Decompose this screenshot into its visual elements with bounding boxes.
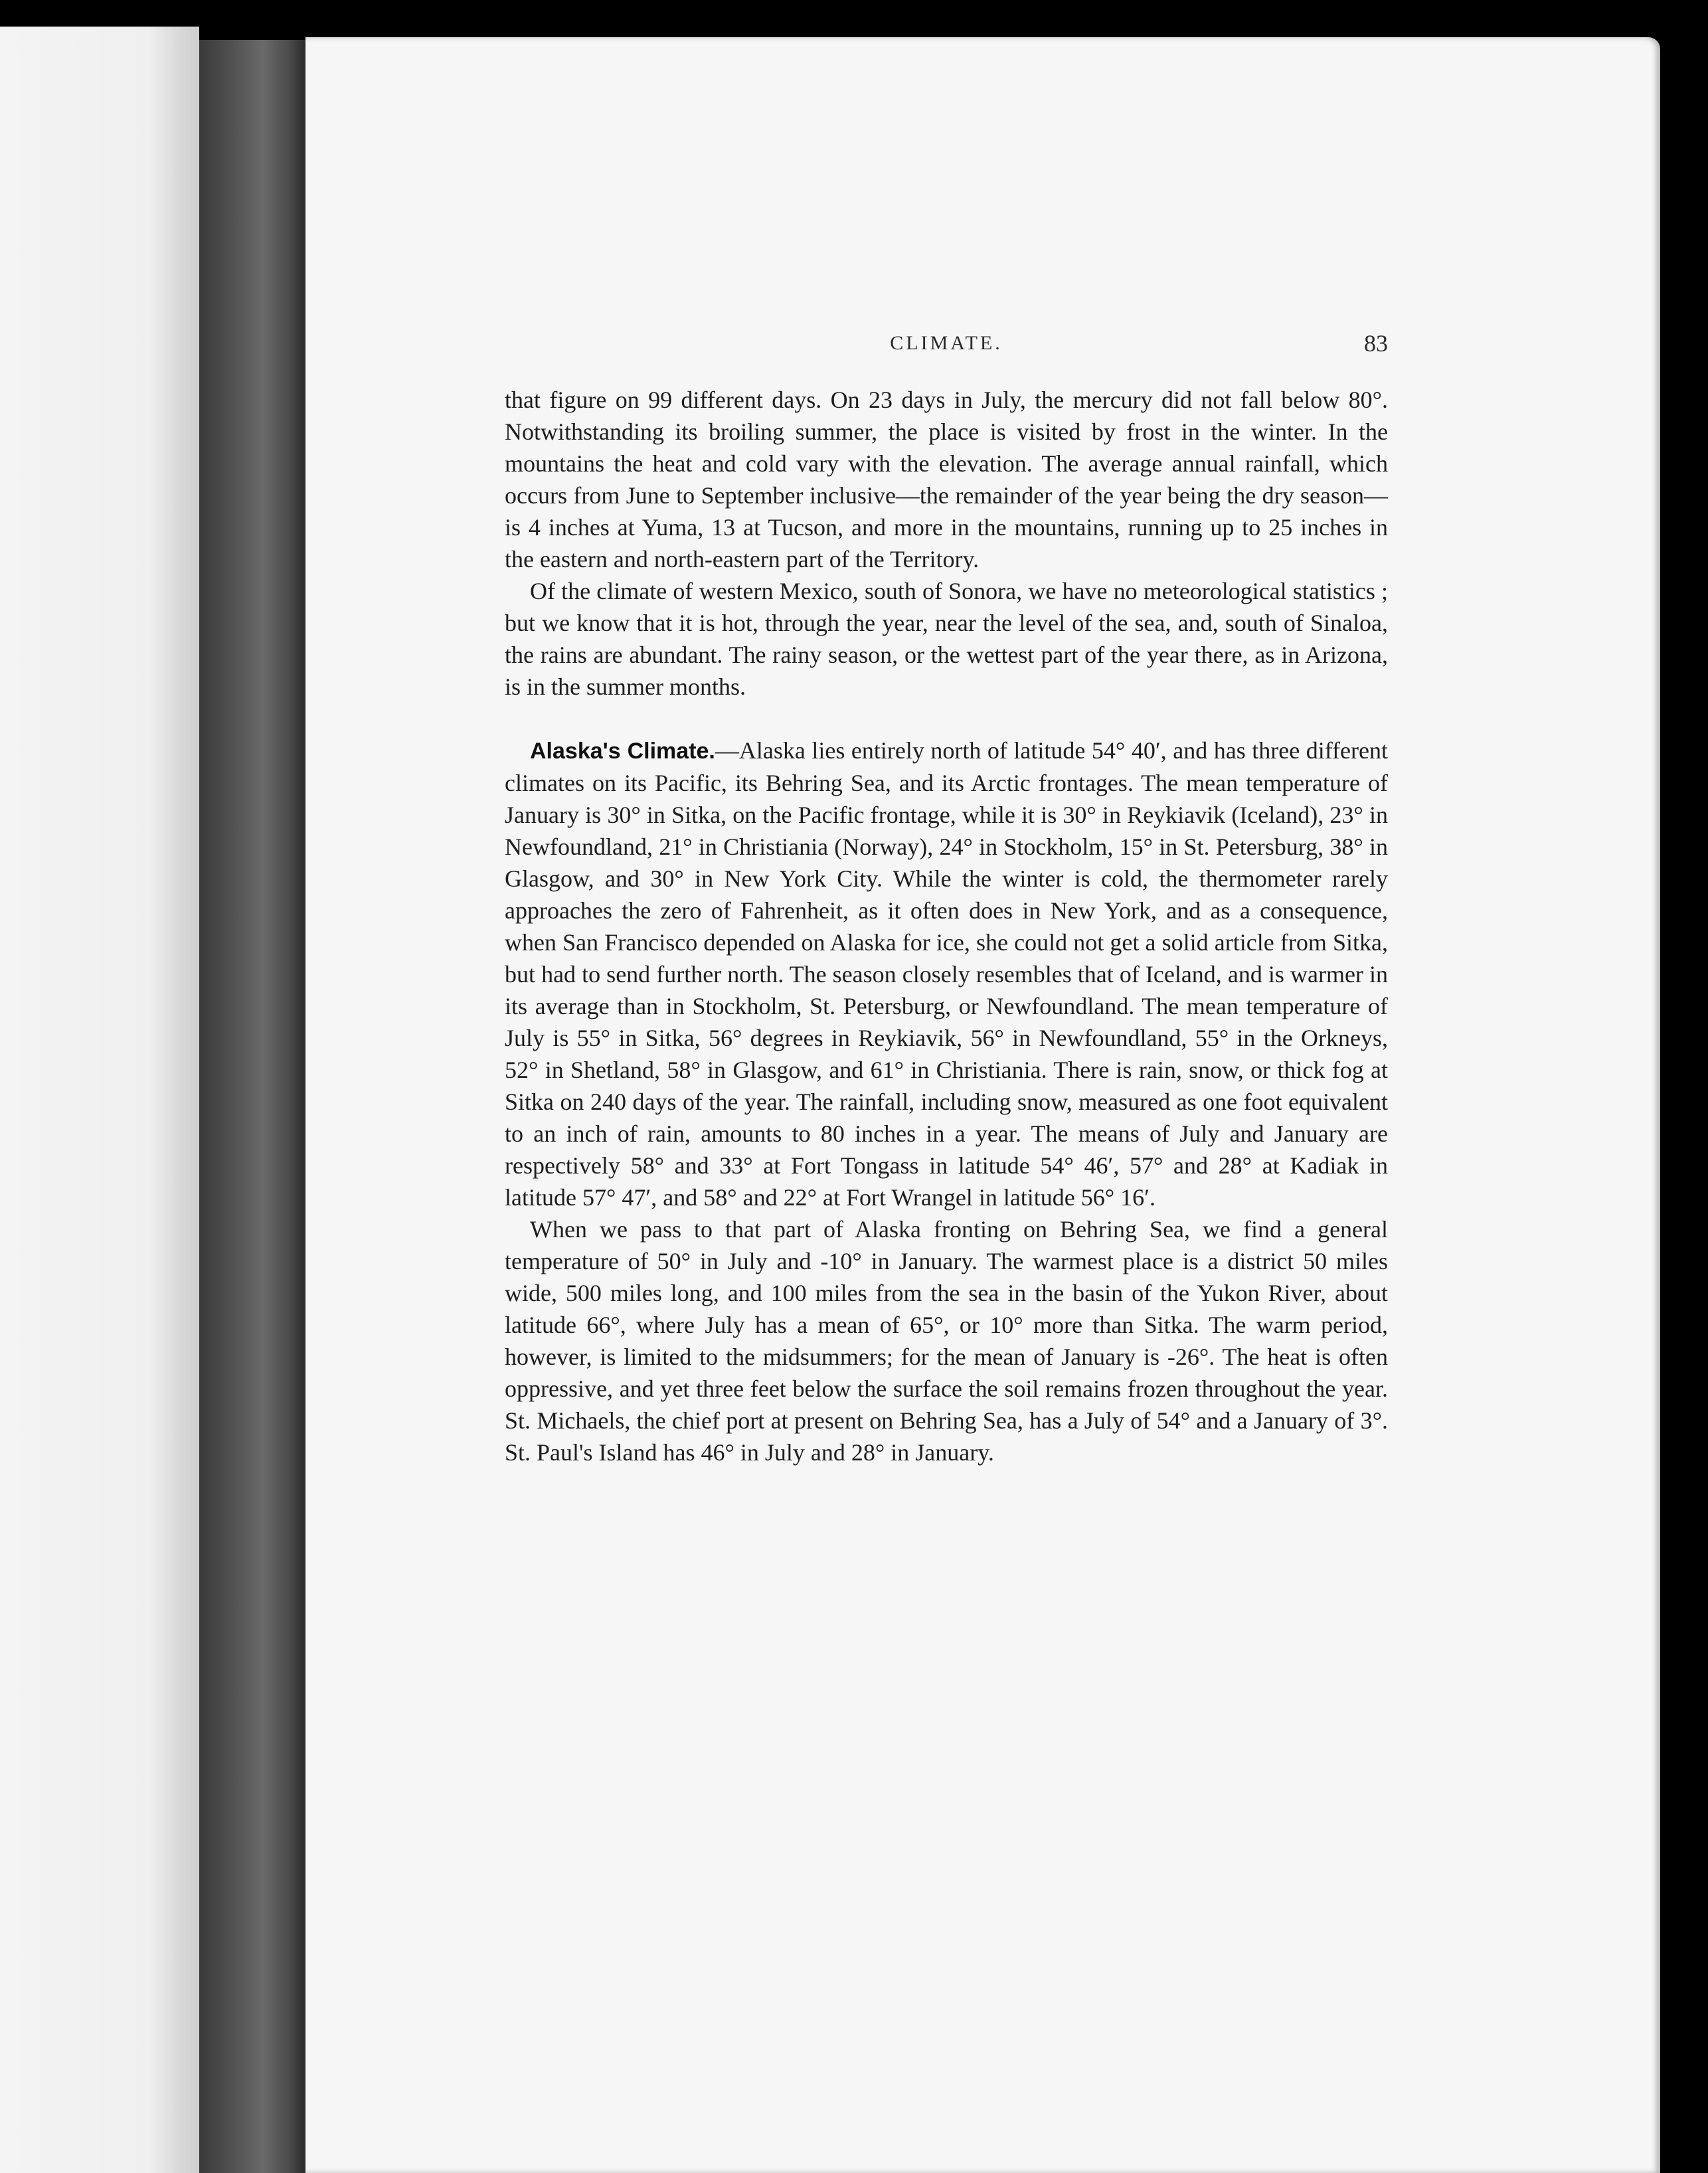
section-heading: Alaska's Climate. [530,739,715,764]
page-header [505,332,1388,372]
page-body [505,384,1388,1468]
paragraph-behring-sea: When we pass to that part of Alaska fronting on Behring Sea, we find a general temperature of 50° in July and -10° in January. The warmest place is a district 50 miles wide, 500 miles long, and 100 miles from the sea in the basin of the Yukon River, about latitude 66°, where July has a mean of 65°, or 10° more than Sitka. The warm period, however, is limited to the midsummers; for the mean of January is -26°. The heat is often oppressive, and yet three feet below the surface the soil remains frozen throughout the year. St. Michaels, the chief port at present on Behring Sea, has a July of 54° and a January of 3°. St. Paul's Island has 46° in July and 28° in January. [505,1216,1388,1466]
book-gutter [199,40,305,2173]
page-number: 83 [1364,330,1388,357]
paragraph-alaska-climate [505,735,1388,1213]
paragraph-continued: that figure on 99 different days. On 23 days in July, the mercury did not fall below 80°. Notwithstanding its broiling summer, the place is visited by frost in the winter. In the mountains the heat and cold vary with the elevation. The average annual rainfall, which occurs from June to September inclusive—the remainder of the year being the dry season—is 4 inches at Yuma, 13 at Tucson, and more in the mountains, running up to 25 inches in the eastern and north-eastern part of the Territory. [505,387,1388,572]
paragraph-mexico: Of the climate of western Mexico, south of Sonora, we have no meteorological statistics ; but we know that it is hot, through the year, near the level of the sea, and, south of Sinaloa, the rains are abundant. The rainy season, or the wettest part of the year there, as in Arizona, is in the summer months. [505,578,1388,700]
facing-page-edge [0,27,199,2173]
paragraph-alaska-text: —Alaska lies entirely north of latitude 54° 40′, and has three different climates on its Pacific, its Behring Sea, and its Arctic frontages. The mean temperature of January is 30° in Sitka, on the Pacific frontage, while it is 30° in Reykiavik (Iceland), 23° in Newfoundland, 21° in Christiania (Norway), 24° in Stockholm, 15° in St. Petersburg, 38° in Glasgow, and 30° in New York City. While the winter is cold, the thermometer rarely approaches the zero of Fahrenheit, as it often does in New York, and as a consequence, when San Francisco depended on Alaska for ice, she could not get a solid article from Sitka, but had to send further north. The season closely resembles that of Iceland, and is warmer in its average than in Stockholm, St. Petersburg, or Newfoundland. The mean temperature of July is 55° in Sitka, 56° degrees in Reykiavik, 56° in Newfoundland, 55° in the Orkneys, 52° in Shetland, 58° in Glasgow, and 61° in Christiania. There is rain, snow, or thick fog at Sitka on 240 days of the year. The rainfall, including snow, measured as one foot equivalent to an inch of rain, amounts to 80 inches in a year. The means of July and January are respectively 58° and 33° at Fort Tongass in latitude 54° 46′, 57° and 28° at Kadiak in latitude 57° 47′, and 58° and 22° at Fort Wrangel in latitude 56° 16′. [505,737,1388,1211]
running-head: CLIMATE. [890,332,1003,354]
